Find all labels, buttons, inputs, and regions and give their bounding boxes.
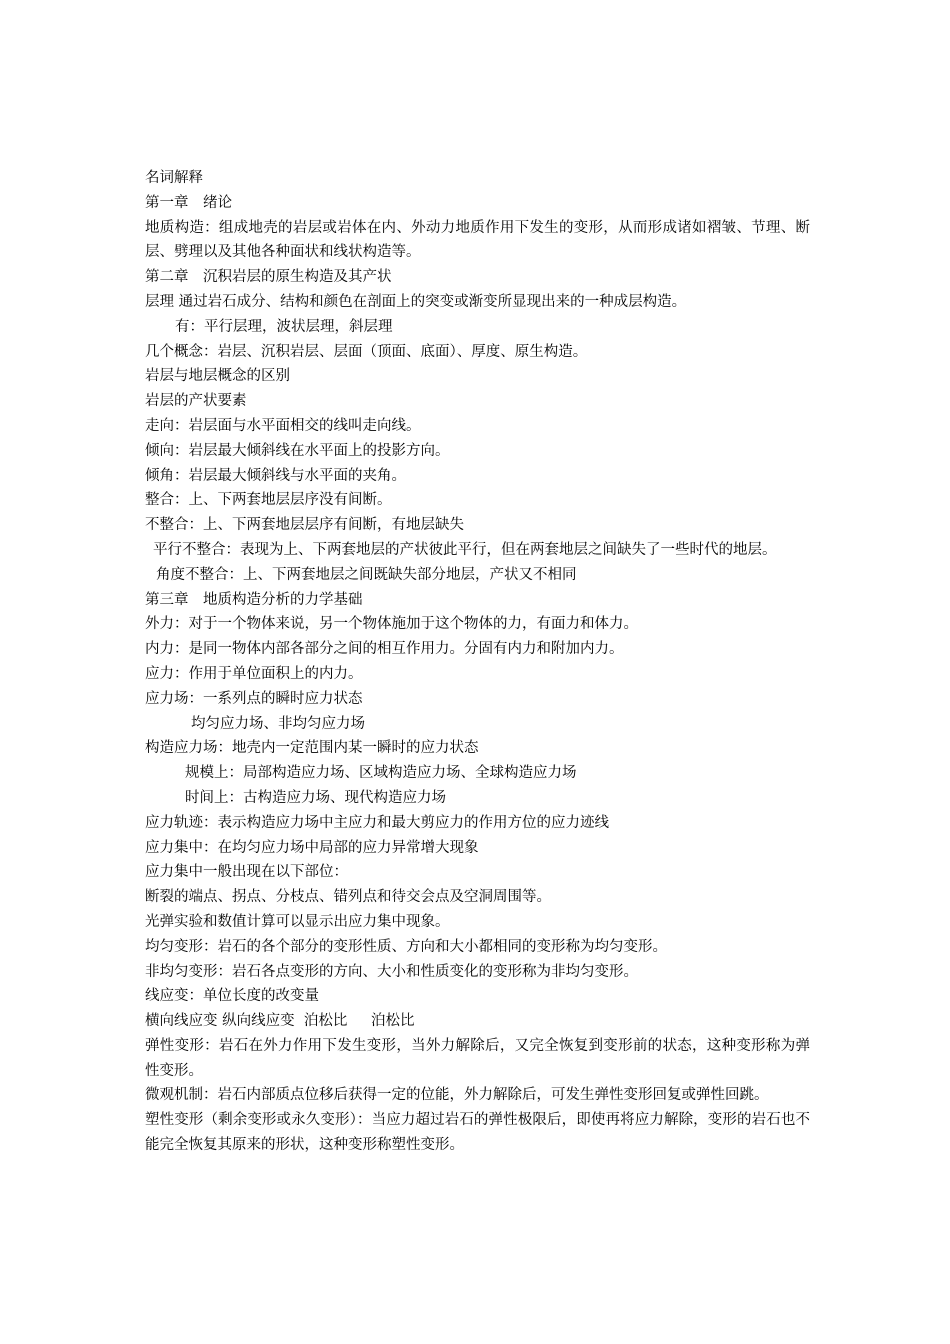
definition-paragraph: 倾角：岩层最大倾斜线与水平面的夹角。 bbox=[145, 467, 406, 484]
definition-paragraph: 整合：上、下两套地层层序没有间断。 bbox=[145, 492, 392, 509]
definition-paragraph: 微观机制：岩石内部质点位移后获得一定的位能，外力解除后，可发生弹性变形回复或弹性回跳。 bbox=[145, 1087, 769, 1104]
definition-paragraph: 角度不整合：上、下两套地层之间既缺失部分地层，产状又不相同 bbox=[156, 566, 577, 583]
text-line: 光弹实验和数值计算可以显示出应力集中现象。 bbox=[145, 913, 450, 930]
definition-paragraph: 倾向：岩层最大倾斜线在水平面上的投影方向。 bbox=[145, 442, 450, 459]
text-line: 几个概念：岩层、沉积岩层、层面（顶面、底面）、厚度、原生构造。 bbox=[145, 343, 588, 360]
chapter-heading: 第一章 绪论 bbox=[145, 194, 232, 211]
definition-paragraph: 平行不整合：表现为上、下两套地层的产状彼此平行，但在两套地层之间缺失了一些时代的地层。 bbox=[153, 541, 777, 558]
definition-paragraph: 构造应力场：地壳内一定范围内某一瞬时的应力状态 bbox=[145, 740, 479, 757]
text-line: 岩层的产状要素 bbox=[145, 393, 247, 410]
definition-paragraph: 内力：是同一物体内部各部分之间的相互作用力。分固有内力和附加内力。 bbox=[145, 641, 624, 658]
text-line: 时间上：古构造应力场、现代构造应力场 bbox=[185, 789, 446, 806]
text-line: 岩层与地层概念的区别 bbox=[145, 368, 290, 385]
definition-paragraph: 均匀变形：岩石的各个部分的变形性质、方向和大小都相同的变形称为均匀变形。 bbox=[145, 938, 667, 955]
chapter-heading: 第三章 地质构造分析的力学基础 bbox=[145, 591, 363, 608]
definition-paragraph: 应力场：一系列点的瞬时应力状态 bbox=[145, 690, 363, 707]
definition-paragraph: 应力集中：在均匀应力场中局部的应力异常增大现象 bbox=[145, 839, 479, 856]
definition-paragraph: 应力：作用于单位面积上的内力。 bbox=[145, 665, 363, 682]
text-line: 有：平行层理，波状层理，斜层理 bbox=[175, 318, 393, 335]
definition-paragraph: 塑性变形（剩余变形或永久变形）：当应力超过岩石的弹性极限后，即使再将应力解除，变形的岩石也不能完全恢复其原来的形状，这种变形称塑性变形。 bbox=[145, 1112, 810, 1154]
text-line: 横向线应变 纵向线应变 泊松比 泊松比 bbox=[145, 1013, 415, 1030]
definition-paragraph: 外力：对于一个物体来说，另一个物体施加于这个物体的力，有面力和体力。 bbox=[145, 616, 638, 633]
text-line: 应力集中一般出现在以下部位： bbox=[145, 864, 348, 881]
definition-paragraph: 层理 通过岩石成分、结构和颜色在剖面上的突变或渐变所显现出来的一种成层构造。 bbox=[145, 293, 687, 310]
definition-paragraph: 应力轨迹：表示构造应力场中主应力和最大剪应力的作用方位的应力迹线 bbox=[145, 814, 609, 831]
document-body bbox=[145, 166, 810, 1158]
definition-paragraph: 弹性变形：岩石在外力作用下发生变形，当外力解除后，又完全恢复到变形前的状态，这种变形称为弹性变形。 bbox=[145, 1037, 810, 1079]
definition-paragraph: 不整合：上、下两套地层层序有间断，有地层缺失 bbox=[145, 517, 464, 534]
text-line: 均匀应力场、非均匀应力场 bbox=[191, 715, 365, 732]
definition-paragraph: 非均匀变形：岩石各点变形的方向、大小和性质变化的变形称为非均匀变形。 bbox=[145, 963, 638, 980]
definition-paragraph: 走向：岩层面与水平面相交的线叫走向线。 bbox=[145, 417, 421, 434]
definition-paragraph: 地质构造：组成地壳的岩层或岩体在内、外动力地质作用下发生的变形，从而形成诸如褶皱、节理、断层、劈理以及其他各种面状和线状构造等。 bbox=[145, 219, 810, 261]
definition-paragraph: 线应变：单位长度的改变量 bbox=[145, 988, 319, 1005]
text-line: 断裂的端点、拐点、分枝点、错列点和待交会点及空洞周围等。 bbox=[145, 889, 551, 906]
doc-title: 名词解释 bbox=[145, 170, 203, 186]
text-line: 规模上：局部构造应力场、区域构造应力场、全球构造应力场 bbox=[185, 765, 577, 782]
chapter-heading: 第二章 沉积岩层的原生构造及其产状 bbox=[145, 269, 392, 286]
